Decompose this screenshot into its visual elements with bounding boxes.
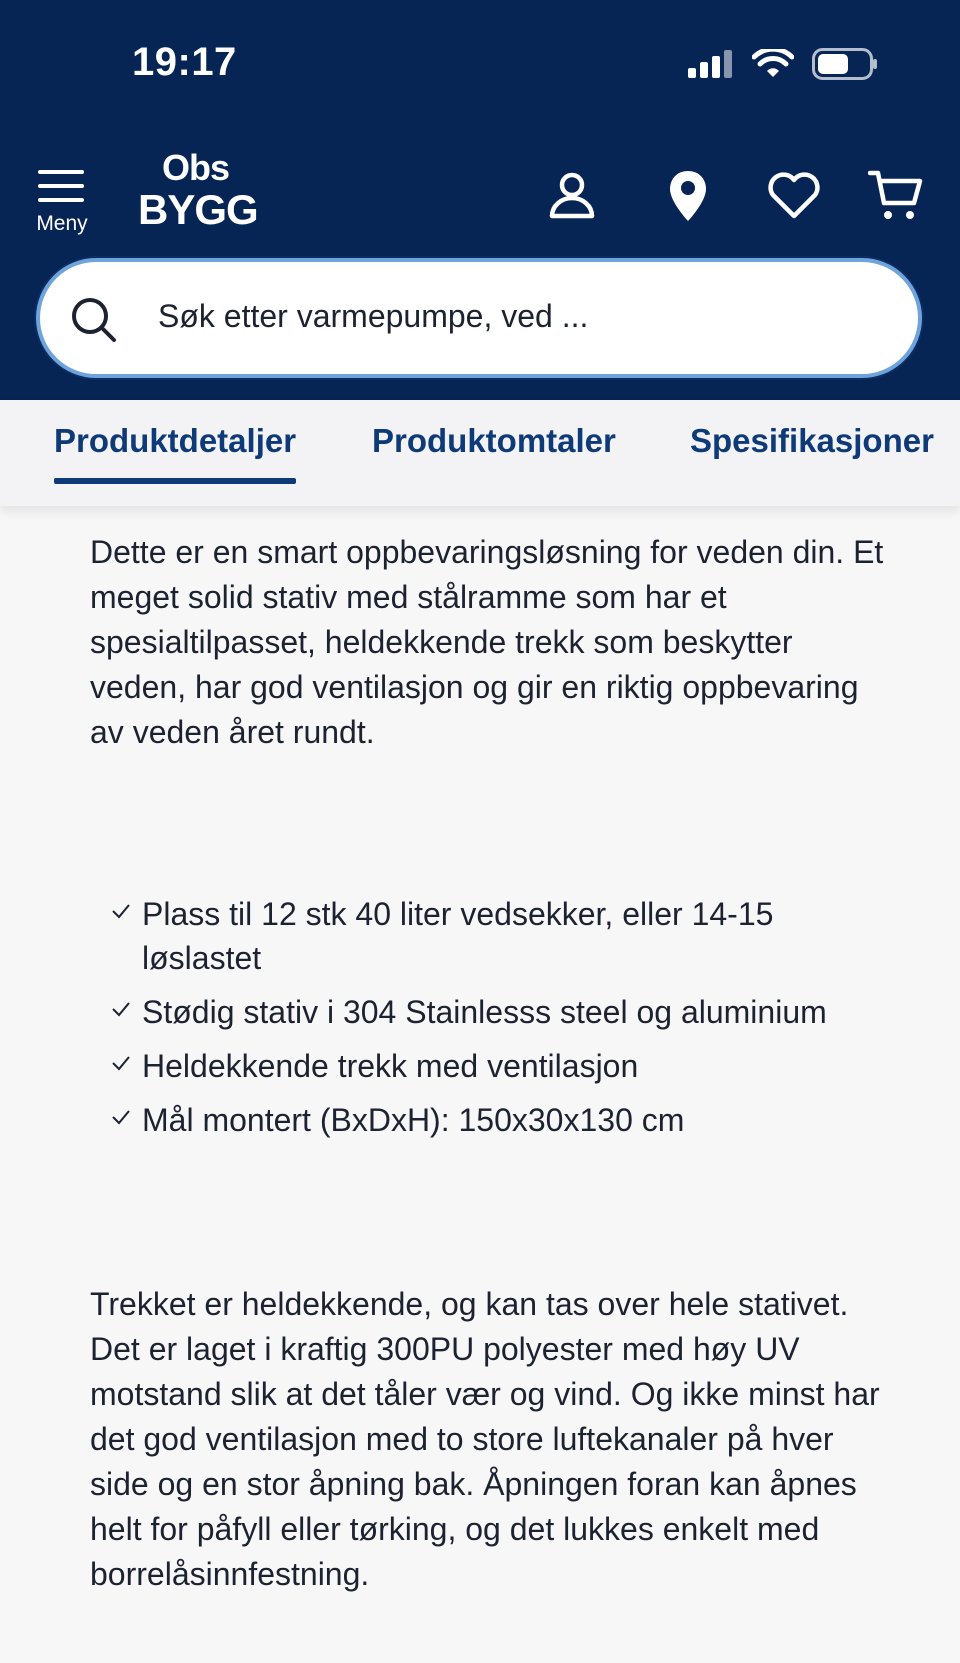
obs-bygg-logo[interactable] [138, 147, 258, 234]
search-input[interactable] [36, 258, 922, 378]
app-header [0, 0, 960, 400]
product-tabs [0, 400, 960, 506]
location-pin-icon [668, 169, 708, 223]
checkmark-icon [110, 900, 132, 922]
cart-icon [868, 169, 924, 223]
tab-produktomtaler[interactable]: Produktomtaler [372, 422, 616, 459]
search-placeholder: Søk etter varmepumpe, ved ... [158, 298, 589, 334]
intro-paragraph: Dette er en smart oppbevaringsløsning for veden din. Et meget solid stativ med stålramme som har et spesialtilpasset, heldekkende trekk som beskytter veden, har god ventilasjon og gir en riktig oppbevaring av veden året rundt. [90, 534, 884, 750]
product-description [90, 530, 890, 1592]
feature-text: Mål montert (BxDxH): 150x30x130 cm [142, 1102, 685, 1138]
user-icon [549, 172, 595, 220]
logo-bottom: BYGG [138, 186, 258, 233]
tab-spesifikasjoner[interactable]: Spesifikasjoner [690, 422, 934, 459]
feature-text: Plass til 12 stk 40 liter vedsekker, eller 14-15 løslastet [142, 896, 774, 976]
battery-icon [812, 48, 878, 80]
favorites-button[interactable] [764, 166, 824, 226]
tab-produktdetaljer[interactable]: Produktdetaljer [54, 422, 297, 459]
feature-list [110, 892, 890, 1152]
feature-text: Heldekkende trekk med ventilasjon [142, 1048, 639, 1084]
menu-label: Meny [36, 212, 88, 235]
list-item [110, 1098, 890, 1142]
feature-text: Stødig stativ i 304 Stainlesss steel og aluminium [142, 994, 827, 1030]
list-item [110, 990, 890, 1034]
status-icons [688, 44, 878, 84]
cart-button[interactable] [866, 166, 926, 226]
list-item [110, 1044, 890, 1088]
status-time: 19:17 [132, 40, 237, 84]
logo-top: Obs [162, 147, 230, 188]
heart-icon [767, 172, 821, 220]
checkmark-icon [110, 1106, 132, 1128]
menu-button[interactable] [30, 160, 94, 240]
account-button[interactable] [542, 166, 602, 226]
wifi-icon [752, 49, 794, 79]
checkmark-icon [110, 1052, 132, 1074]
store-locator-button[interactable] [658, 166, 718, 226]
search-icon [64, 290, 124, 350]
details-paragraph: Trekket er heldekkende, og kan tas over hele stativet. Det er laget i kraftig 300PU polyester med høy UV motstand slik at det tåler vær og vind. Og ikke minst har det god ventilasjon med to store luftekanaler på hver side og en stor åpning bak. Åpningen foran kan åpnes helt for påfyll eller tørking, og det lukkes enkelt med borrelåsinnfestning. [90, 1286, 880, 1592]
hamburger-icon [38, 170, 84, 212]
cellular-signal-icon [688, 50, 734, 78]
checkmark-icon [110, 998, 132, 1020]
list-item [110, 892, 890, 980]
